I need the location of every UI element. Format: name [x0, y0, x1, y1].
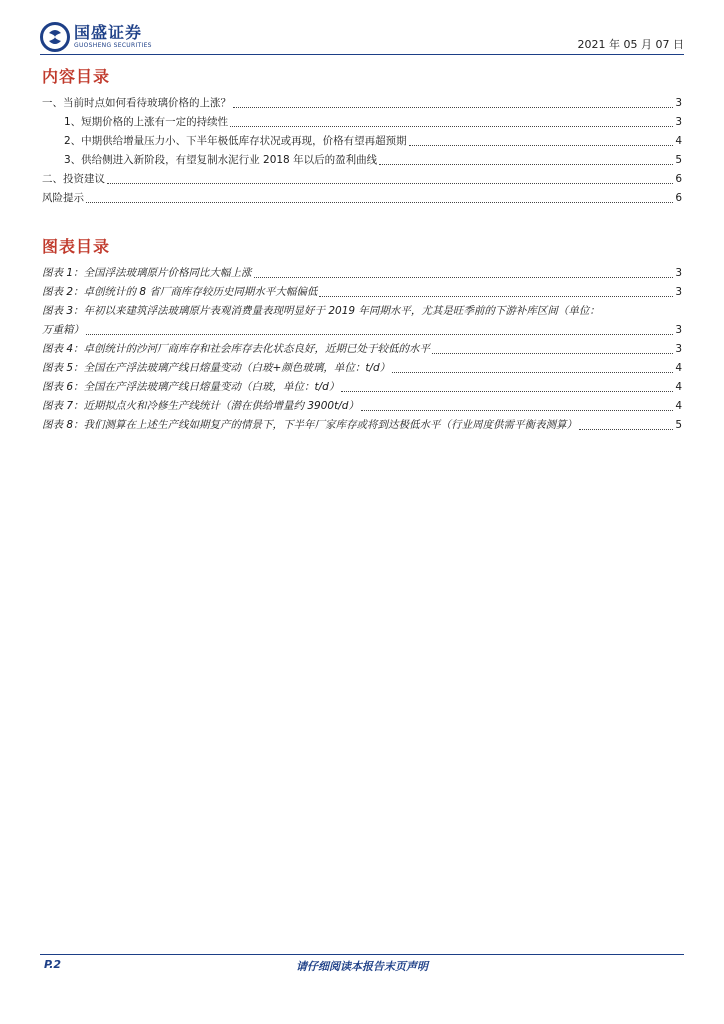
toc-page-number: 3	[675, 324, 682, 336]
toc-entry[interactable]	[42, 94, 682, 113]
toc-page-number: 3	[675, 97, 682, 109]
toc-page-number: 4	[675, 135, 682, 147]
toc-page-number: 5	[675, 154, 682, 166]
page-number: P.2	[44, 958, 62, 971]
dot-leader	[392, 372, 673, 373]
toc-entry[interactable]	[42, 283, 682, 302]
toc-entry[interactable]	[42, 113, 682, 132]
toc-entry-text-continued: 万重箱）	[42, 324, 84, 336]
toc-page-number: 3	[675, 267, 682, 279]
toc-entry-text: 1、短期价格的上涨有一定的持续性	[64, 116, 229, 128]
toc-entry-text: 图表 5：全国在产浮法玻璃产线日熔量变动（白玻+颜色玻璃，单位：t/d）	[42, 362, 391, 374]
dot-leader	[107, 183, 673, 184]
dot-leader	[579, 429, 673, 430]
toc-entry[interactable]	[42, 359, 682, 378]
figures-list	[42, 264, 682, 435]
toc-entry[interactable]	[42, 340, 682, 359]
dot-leader	[86, 334, 673, 335]
toc-entry[interactable]	[42, 416, 682, 435]
toc-page-number: 3	[675, 116, 682, 128]
company-logo	[40, 22, 152, 52]
dot-leader	[432, 353, 673, 354]
toc-entry[interactable]	[42, 378, 682, 397]
dot-leader	[86, 202, 673, 203]
toc-entry[interactable]	[42, 302, 682, 340]
toc-entry-text: 图表 1：全国浮法玻璃原片价格同比大幅上涨	[42, 267, 252, 279]
toc-page-number: 4	[675, 362, 682, 374]
toc-entry[interactable]	[42, 132, 682, 151]
toc-entry-text: 图表 8：我们测算在上述生产线如期复产的情景下，下半年厂家库存或将到达极低水平（行业周度供需平衡表测算）	[42, 419, 578, 431]
report-date: 2021 年 05 月 07 日	[577, 38, 684, 51]
toc-entry[interactable]	[42, 397, 682, 416]
toc-entry-text: 图表 3：年初以来建筑浮法玻璃原片表观消费量表现明显好于 2019 年同期水平，尤其是旺季前的下游补库区间（单位：	[42, 305, 600, 317]
dot-leader	[341, 391, 673, 392]
figures-title: 图表目录	[42, 237, 111, 256]
toc-page-number: 6	[675, 173, 682, 185]
logo-chinese-name: 国盛证券	[74, 23, 143, 42]
toc-page-number: 3	[675, 343, 682, 355]
footer-divider	[40, 954, 684, 955]
toc-entry-text: 图表 7：近期拟点火和冷修生产线统计（潜在供给增量约 3900t/d）	[42, 400, 359, 412]
dot-leader	[379, 164, 673, 165]
dot-leader	[409, 145, 674, 146]
dot-leader	[233, 107, 673, 108]
page-header	[40, 20, 684, 54]
toc-page-number: 4	[675, 381, 682, 393]
toc-page-number: 3	[675, 286, 682, 298]
toc-entry[interactable]	[42, 170, 682, 189]
contents-title: 内容目录	[42, 67, 111, 86]
toc-entry-text: 3、供给侧进入新阶段，有望复制水泥行业 2018 年以后的盈利曲线	[64, 154, 378, 166]
header-divider	[40, 54, 684, 55]
disclaimer-note: 请仔细阅读本报告末页声明	[296, 960, 428, 973]
contents-list	[42, 94, 682, 208]
toc-page-number: 6	[675, 192, 682, 204]
toc-entry[interactable]	[42, 151, 682, 170]
dot-leader	[254, 277, 674, 278]
toc-entry-text: 风险提示	[42, 192, 84, 204]
toc-entry-text: 图表 4：卓创统计的沙河厂商库存和社会库存去化状态良好，近期已处于较低的水平	[42, 343, 431, 355]
toc-entry[interactable]	[42, 264, 682, 283]
dot-leader	[319, 296, 673, 297]
toc-entry-text: 一、当前时点如何看待玻璃价格的上涨？	[42, 97, 231, 109]
dot-leader	[361, 410, 673, 411]
toc-entry-text: 2、中期供给增量压力小、下半年极低库存状况或再现，价格有望再超预期	[64, 135, 407, 147]
toc-entry-text: 图表 2：卓创统计的 8 省厂商库存较历史同期水平大幅偏低	[42, 286, 318, 298]
toc-entry-text: 图表 6：全国在产浮法玻璃产线日熔量变动（白玻，单位：t/d）	[42, 381, 340, 393]
toc-entry[interactable]	[42, 189, 682, 208]
toc-entry-text: 二、投资建议	[42, 173, 105, 185]
logo-english-name: GUOSHENG SECURITIES	[74, 42, 152, 49]
toc-page-number: 5	[675, 419, 682, 431]
toc-page-number: 4	[675, 400, 682, 412]
guosheng-logo-icon	[40, 22, 70, 52]
dot-leader	[230, 126, 673, 127]
